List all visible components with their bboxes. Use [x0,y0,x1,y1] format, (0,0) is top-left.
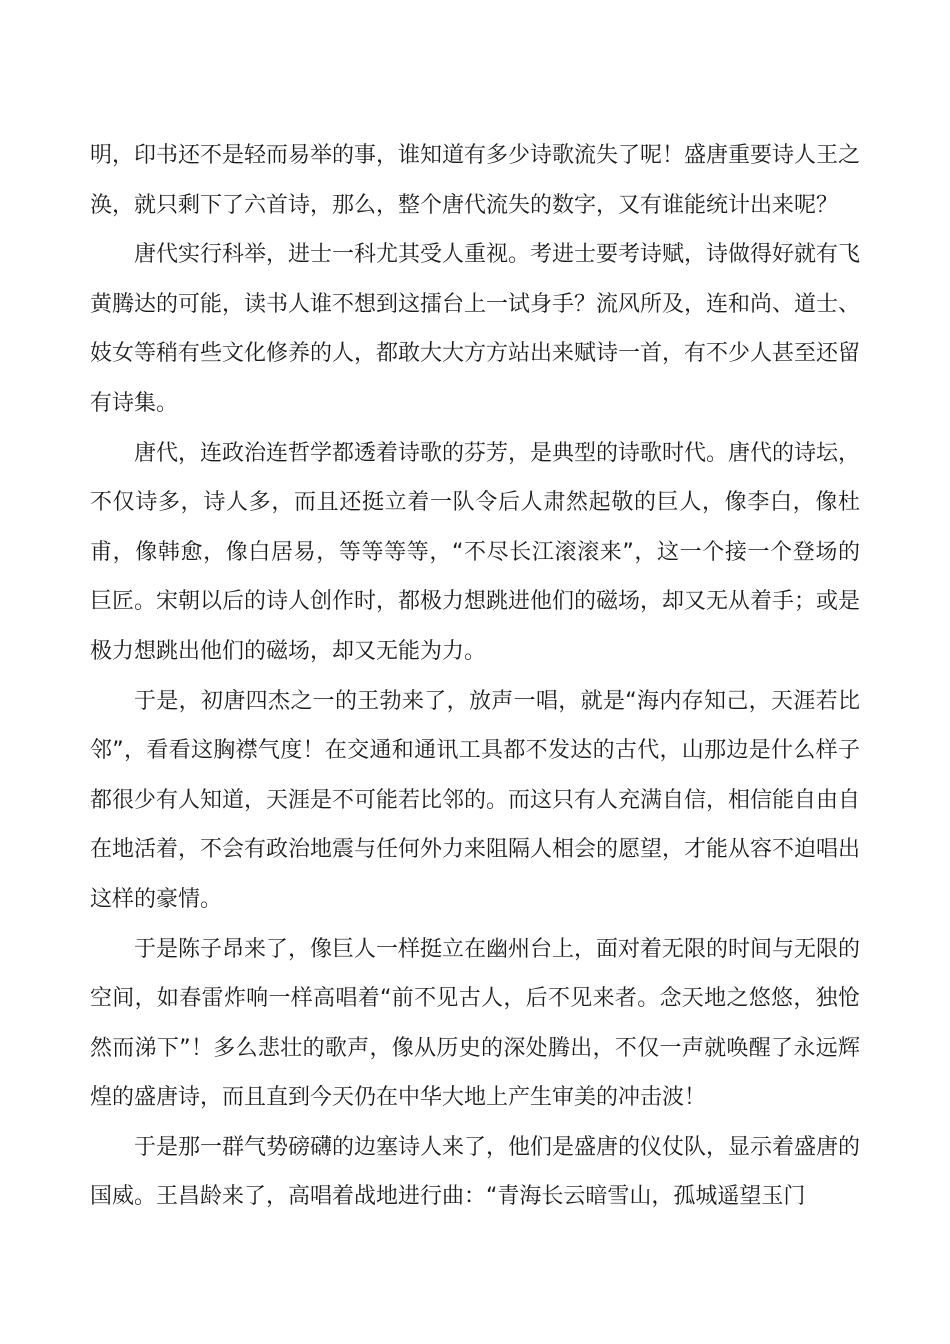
paragraph-poetry-era: 唐代，连政治连哲学都透着诗歌的芬芳，是典型的诗歌时代。唐代的诗坛，不仅诗多，诗人多，而且还挺立着一队令后人肃然起敬的巨人，像李白，像杜甫，像韩愈，像白居易，等等等等，“不尽长江滚滚来”，这一个接一个登场的巨匠。宋朝以后的诗人创作时，都极力想跳进他们的磁场，却又无从着手；或是极力想跳出他们的磁场，却又无能为力。 [90,440,861,664]
paragraph-chen-ziang: 于是陈子昂来了，像巨人一样挺立在幽州台上，面对着无限的时间与无限的空间，如春雷炸响一样高唱着“前不见古人，后不见来者。念天地之悠悠，独怆然而涕下”！多么悲壮的歌声，像从历史的深处腾出，不仅一声就唤醒了永远辉煌的盛唐诗，而且直到今天仍在中华大地上产生审美的冲击波！ [90,936,861,1111]
paragraph-wang-bo: 于是，初唐四杰之一的王勃来了，放声一唱，就是“海内存知己，天涯若比邻”，看看这胸襟气度！在交通和通讯工具都不发达的古代，山那边是什么样子都很少有人知道，天涯是不可能若比邻的。而这只有人充满自信，相信能自由自在地活着，不会有政治地震与任何外力来阻隔人相会的愿望，才能从容不迫唱出这样的豪情。 [90,688,861,912]
paragraph-imperial-exam: 唐代实行科举，进士一科尤其受人重视。考进士要考诗赋，诗做得好就有飞黄腾达的可能，读书人谁不想到这擂台上一试身手？流风所及，连和尚、道士、妓女等稍有些文化修养的人，都敢大大方方站出来赋诗一首，有不少人甚至还留有诗集。 [90,242,861,416]
paragraph-continued: 明，印书还不是轻而易举的事，谁知道有多少诗歌流失了呢！盛唐重要诗人王之涣，就只剩下了六首诗，那么，整个唐代流失的数字，又有谁能统计出来呢？ [90,143,861,218]
body-text [90,131,860,1222]
paragraph-frontier-poets: 于是那一群气势磅礴的边塞诗人来了，他们是盛唐的仪仗队，显示着盛唐的国威。王昌龄来了，高唱着战地进行曲：“青海长云暗雪山，孤城遥望玉门 [90,1134,861,1210]
